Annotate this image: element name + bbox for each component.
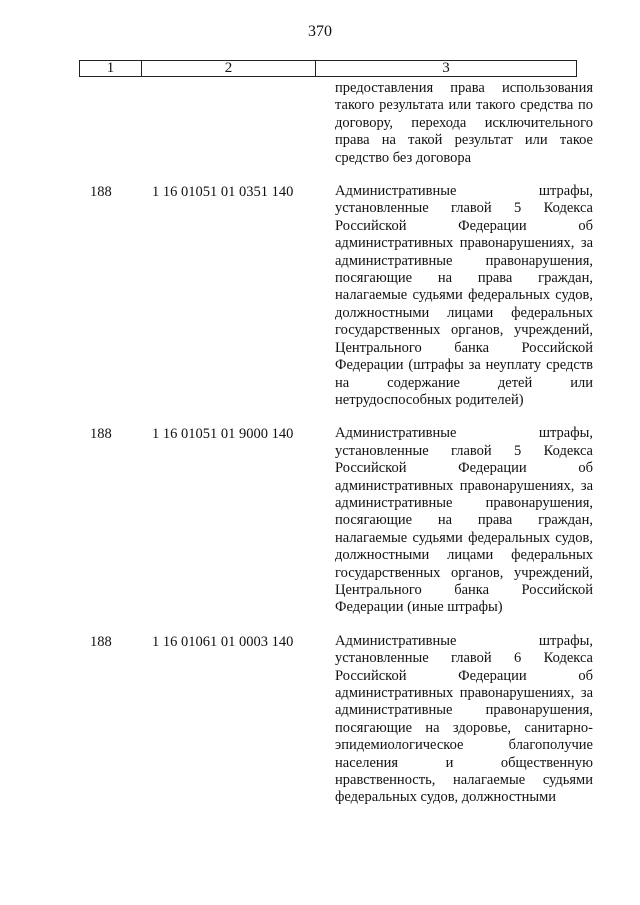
table-row	[79, 425, 593, 616]
table-row	[79, 632, 593, 807]
revenue-description: Административные штрафы, установленные главой 5 Кодекса Российской Федерации об административных правонарушениях, за административные правонарушения, посягающие на права граждан, налагаемые судьями федеральных судов, должностными лицами федеральных государственных органов, учреждений, Центрального банка Российской Федерации (иные штрафы)	[335, 425, 593, 616]
revenue-code: 1 16 01051 01 0351 140	[152, 184, 294, 201]
budget-codes-table	[79, 80, 593, 807]
admin-code: 188	[90, 184, 112, 201]
header-col-1: 1	[80, 61, 142, 77]
revenue-description: Административные штрафы, установленные главой 6 Кодекса Российской Федерации об административных правонарушениях, за административные правонарушения, посягающие на здоровье, санитарно-эпидемиологическое благополучие населения и общественную нравственность, налагаемые судьями федеральных судов, должностными	[335, 632, 593, 806]
header-col-2: 2	[142, 61, 316, 77]
admin-code: 188	[90, 633, 112, 650]
revenue-code	[152, 80, 335, 167]
column-header-row	[79, 60, 577, 77]
revenue-code: 1 16 01051 01 9000 140	[152, 426, 294, 443]
table-row	[79, 183, 593, 409]
revenue-description: предоставления права использования такого результата или такого средства по договору, перехода исключительного права на такой результат или такое средство без договора	[335, 80, 593, 166]
page-number: 370	[308, 23, 332, 40]
revenue-description: Административные штрафы, установленные главой 5 Кодекса Российской Федерации об административных правонарушениях, за административные правонарушения, посягающие на права граждан, налагаемые судьями федеральных судов, должностными лицами федеральных государственных органов, учреждений, Центрального банка Российской Федерации (штрафы за неуплату средств на содержание детей или нетрудоспособных родителей)	[335, 183, 593, 408]
header-col-3: 3	[316, 61, 577, 77]
revenue-code: 1 16 01061 01 0003 140	[152, 633, 294, 650]
admin-code: 188	[90, 426, 112, 443]
admin-code	[79, 80, 152, 167]
table-row	[79, 80, 593, 167]
